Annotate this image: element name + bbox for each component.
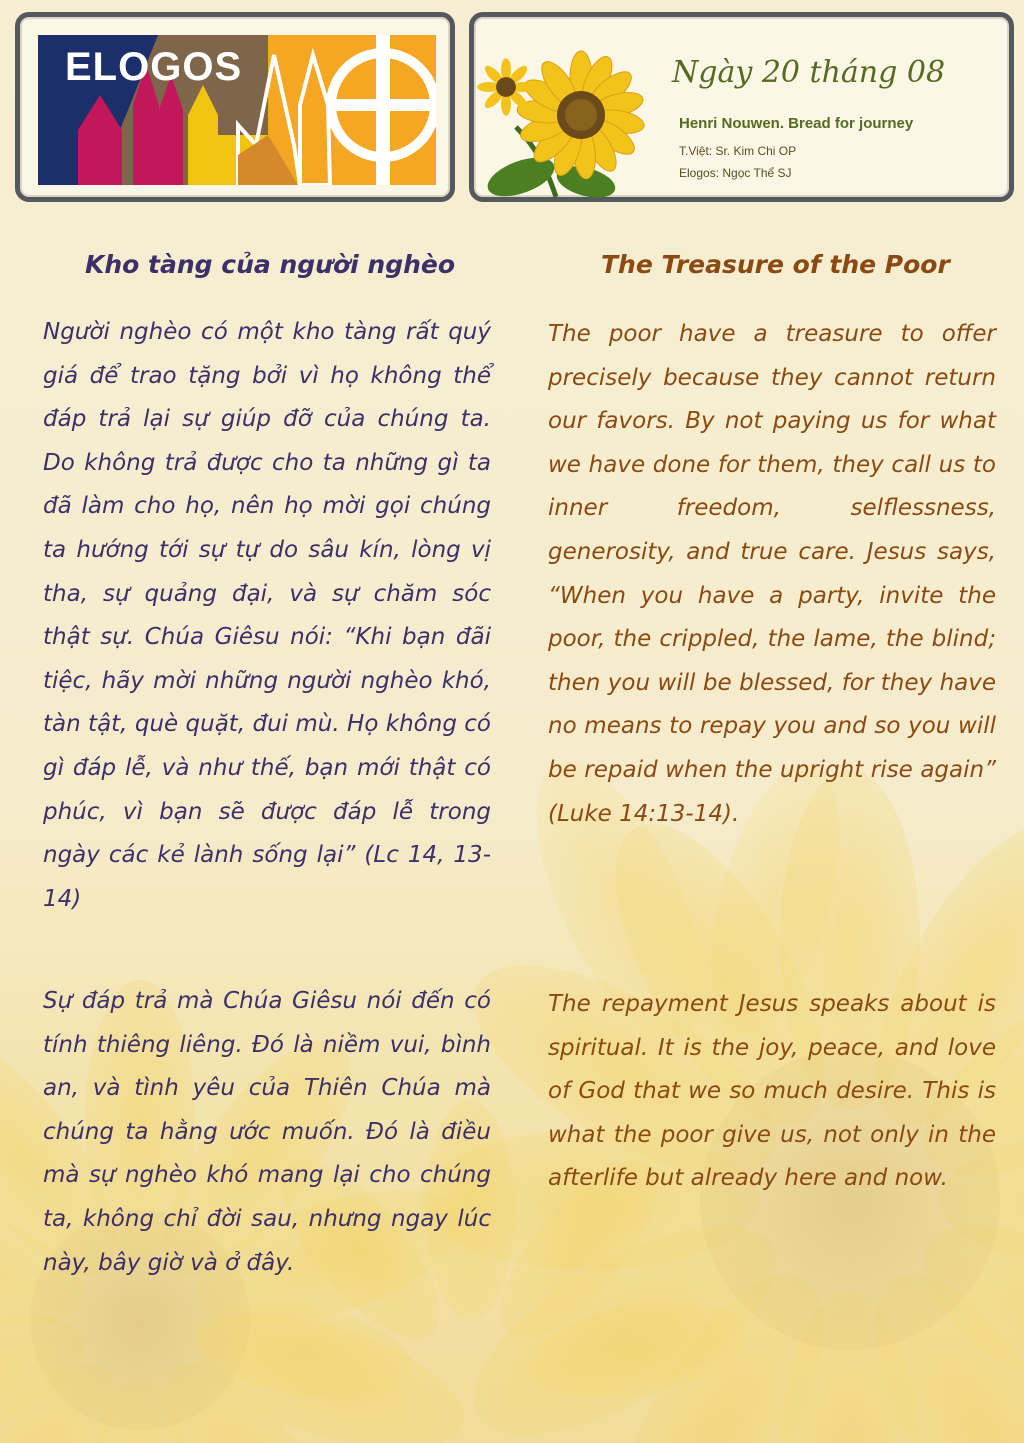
english-paragraph-1: The poor have a treasure to offer precisely because they cannot return our favors. By not paying us for what we have done for them, they call us to inner freedom, selflessness, generosity, and true care. Jesus says, “When you have a party, invite the poor, the crippled, the lame, the blind; then you will be blessed, for they have no means to repay you and so you will be repaid when the upright rise again” (Luke 14:13-14).: [548, 321, 996, 827]
translator-credit: T.Việt: Sr. Kim Chi OP: [679, 144, 797, 158]
book-title: Henri Nouwen. Bread for journey: [679, 115, 914, 132]
vietnamese-paragraph-1: Người nghèo có một kho tàng rất quý giá để trao tặng bởi vì họ không thể đáp trả lại sự giúp đỡ của chúng ta. Do không trả được cho ta những gì ta đã làm cho họ, nên họ mời gọi chúng ta hướng tới sự tự do sâu kín, lòng vị tha, sự quảng đại, và sự chăm sóc thật sự. Chúa Giêsu nói: “Khi bạn đãi tiệc, hãy mời những người nghèo khó, tàn tật, què quặt, đui mù. Họ không có gì đáp lễ, và như thế, bạn mới thật có phúc, vì bạn sẽ được đáp lễ trong ngày các kẻ lành sống lại” (Lc 14, 13-14): [43, 319, 491, 912]
info-panel: [469, 12, 1014, 202]
english-paragraph-2: The repayment Jesus speaks about is spiritual. It is the joy, peace, and love of God that we so much desire. This is what the poor give us, not only in the afterlife but already here and now.: [548, 991, 996, 1192]
editor-credit: Elogos: Ngọc Thể SJ: [679, 166, 792, 180]
sunflower-icon: [476, 47, 646, 202]
vietnamese-paragraph-2: Sự đáp trả mà Chúa Giêsu nói đến có tính thiêng liêng. Đó là niềm vui, bình an, và tình yêu của Thiên Chúa mà chúng ta hằng ước muốn. Đó là điều mà sự nghèo khó mang lại cho chúng ta, không chỉ đời sau, nhưng ngay lúc này, bây giờ và ở đây.: [43, 988, 491, 1276]
logo-panel: [15, 12, 455, 202]
date-title: Ngày 20 tháng 08: [672, 55, 946, 90]
english-title: The Treasure of the Poor: [601, 250, 950, 279]
vietnamese-title: Kho tàng của người nghèo: [85, 250, 456, 279]
logo-text: ELOGOS: [65, 45, 243, 89]
